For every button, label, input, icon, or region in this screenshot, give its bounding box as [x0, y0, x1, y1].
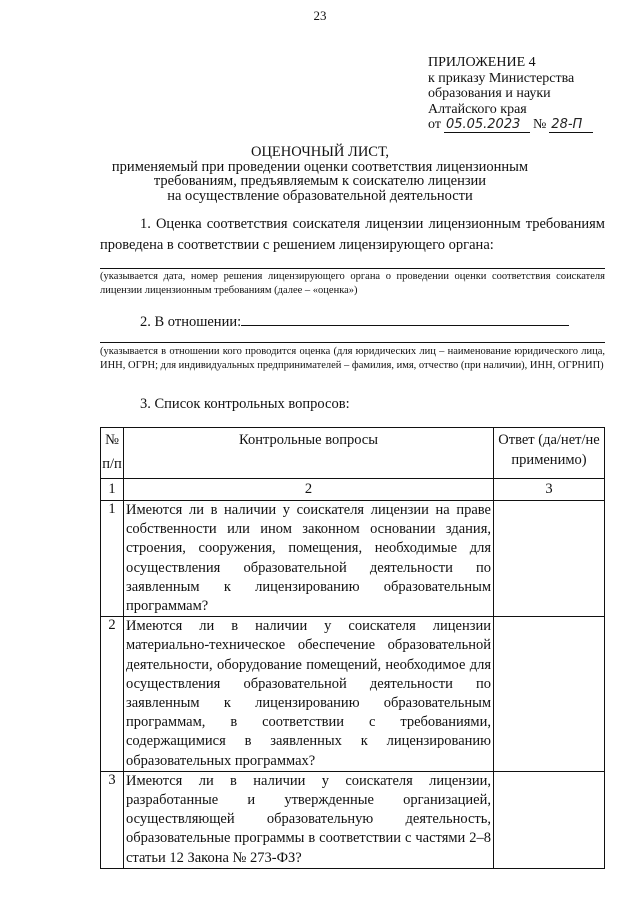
col-number: 2: [124, 479, 494, 501]
col-number: 1: [101, 479, 124, 501]
section-3-text: 3. Список контрольных вопросов:: [140, 396, 350, 412]
header-answer: Ответ (да/нет/не применимо): [494, 428, 605, 479]
header-questions: Контрольные вопросы: [124, 428, 494, 479]
section-1-note: (указывается дата, номер решения лицензирующего органа о проведении оценки соответствия соискателя лицензии лицензионным требованиям (далее – «оценка»): [100, 271, 605, 296]
heading-line: применяемый при проведении оценки соответствия лицензионным: [111, 158, 529, 175]
row-number: 1: [101, 501, 124, 617]
section-2-row: [140, 311, 569, 331]
appendix-block: [428, 55, 593, 133]
handwritten-number: 28-П: [549, 118, 593, 133]
answer-cell[interactable]: [494, 617, 605, 772]
appendix-line: к приказу Министерства: [428, 70, 575, 86]
section-1-text: 1. Оценка соответствия соискателя лицензии лицензионным требованиям проведена в соответствии с решением лицензирующего органа:: [100, 216, 605, 253]
table-row: [101, 617, 605, 772]
question-text: Имеются ли в наличии у соискателя лицензии на праве собственности или ином законном основании здания, строения, сооружения, помещения, необходимые для осуществления образовательной деятельности по заявленным к лицензированию образовательным программам?: [124, 501, 494, 617]
appendix-date-row: [428, 117, 593, 133]
fill-in-line: [100, 268, 605, 269]
heading-line: требованиям, предъявляемым к соискателю лицензии: [153, 173, 487, 189]
col-number: 3: [494, 479, 605, 501]
row-number: 3: [101, 771, 124, 868]
table-column-numbers: [101, 479, 605, 501]
section-2-text: 2. В отношении:: [140, 314, 242, 330]
handwritten-date: 05.05.2023: [444, 118, 530, 133]
row-number: 2: [101, 617, 124, 772]
heading-line: на осуществление образовательной деятельности: [167, 187, 473, 204]
header-number: № п/п: [101, 428, 124, 479]
appendix-line: образования и науки: [428, 86, 551, 101]
appendix-title: ПРИЛОЖЕНИЕ 4: [428, 55, 536, 70]
number-prefix: №: [532, 117, 547, 132]
table-row: [101, 771, 605, 868]
section-2-note: (указывается в отношении кого проводится оценка (для юридических лиц – наименование юридического лица, ИНН, ОГРН; для индивидуальных предпринимателей – фамилия, имя, отчество (при наличии), ИНН, ОГРНИП): [100, 346, 605, 371]
question-text: Имеются ли в наличии у соискателя лицензии, разработанные и утвержденные организацией, осуществляющей образовательную деятельность, образовательные программы в соответствии с частями 2–8 статьи 12 Закона № 273-ФЗ?: [124, 771, 494, 868]
appendix-line: Алтайского края: [428, 101, 527, 117]
document-title: ОЦЕНОЧНЫЙ ЛИСТ,: [250, 144, 390, 160]
page-number: 23: [313, 8, 327, 23]
fill-in-line: [100, 342, 605, 343]
date-prefix: от: [428, 117, 441, 132]
table-row: [101, 501, 605, 617]
question-text: Имеются ли в наличии у соискателя лицензии материально-техническое обеспечение образовательной деятельности, оборудование помещений, необходимое для осуществления образовательной деятельности по заявленным к лицензированию образовательным программам, в соответствии с требованиями, содержащимися в заявленных к лицензированию образовательных программах?: [124, 617, 494, 772]
table-header-row: [101, 428, 605, 479]
answer-cell[interactable]: [494, 771, 605, 868]
document-heading: [0, 145, 640, 203]
checklist-table: [100, 427, 605, 869]
answer-cell[interactable]: [494, 501, 605, 617]
fill-in-line: [241, 311, 569, 326]
